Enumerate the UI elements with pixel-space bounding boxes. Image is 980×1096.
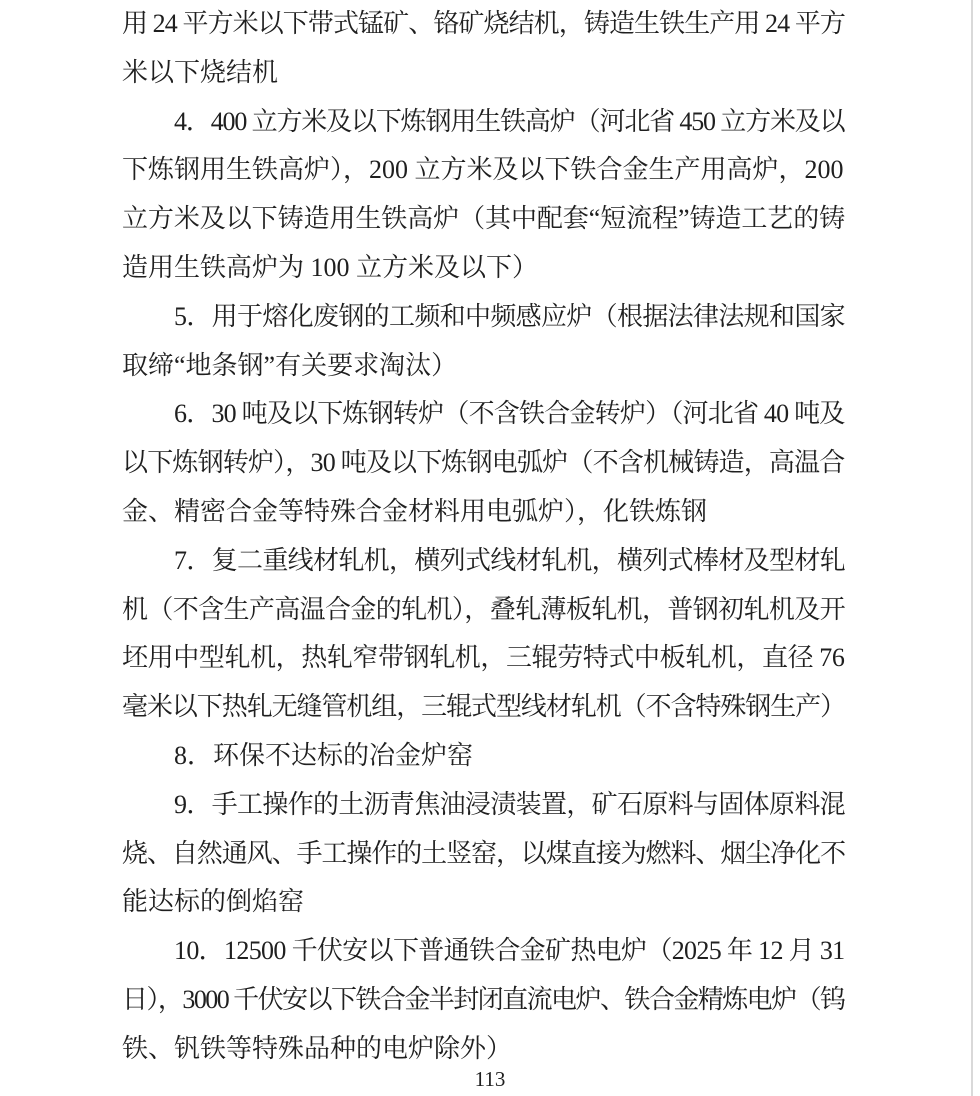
- document-line: 能达标的倒焰窑: [122, 887, 305, 917]
- document-line: 7．复二重线材轧机，横列式线材轧机，横列式棒材及型材轧: [174, 545, 846, 575]
- document-line: 5．用于熔化废钢的工频和中频感应炉（根据法律法规和国家: [174, 301, 846, 331]
- document-line: 取缔“地条钢”有关要求淘汰）: [122, 350, 458, 380]
- document-line: 立方米及以下铸造用生铁高炉（其中配套“短流程”铸造工艺的铸: [122, 204, 846, 234]
- text-block: [122, 0, 845, 1074]
- document-line: 机（不含生产高温合金的轧机），叠轧薄板轧机，普钢初轧机及开: [122, 594, 846, 624]
- document-line: 日），3000 千伏安以下铁合金半封闭直流电炉、铁合金精炼电炉（钨: [122, 984, 845, 1014]
- document-line: 米以下烧结机: [122, 57, 279, 87]
- document-line: 用 24 平方米以下带式锰矿、铬矿烧结机，铸造生铁生产用 24 平方: [122, 9, 846, 38]
- document-line: 10．12500 千伏安以下普通铁合金矿热电炉（2025 年 12 月 31: [174, 936, 845, 966]
- document-line: 毫米以下热轧无缝管机组，三辊式型线材轧机（不含特殊钢生产）: [122, 692, 846, 722]
- document-line: 造用生铁高炉为 100 立方米及以下）: [122, 252, 539, 282]
- document-line: 下炼钢用生铁高炉），200 立方米及以下铁合金生产用高炉，200: [122, 155, 844, 185]
- document-line: 4．400 立方米及以下炼钢用生铁高炉（河北省 450 立方米及以: [174, 106, 845, 136]
- page-number: 113: [474, 1067, 506, 1091]
- document-line: 坯用中型轧机，热轧窄带钢轧机，三辊劳特式中板轧机，直径 76: [122, 643, 845, 673]
- document-line: 金、精密合金等特殊合金材料用电弧炉），化铁炼钢: [122, 496, 708, 526]
- document-line: 铁、钒铁等特殊品种的电炉除外）: [122, 1033, 513, 1063]
- document-line: 6．30 吨及以下炼钢转炉（不含铁合金转炉）（河北省 40 吨及: [174, 399, 845, 429]
- document-line: 烧、自然通风、手工操作的土竖窑，以煤直接为燃料、烟尘净化不: [122, 838, 846, 868]
- page-edge-line: [971, 0, 973, 1096]
- document-line: 8．环保不达标的冶金炉窑: [174, 740, 474, 770]
- document-line: 以下炼钢转炉），30 吨及以下炼钢电弧炉（不含机械铸造，高温合: [122, 448, 845, 478]
- document-line: 9．手工操作的土沥青焦油浸渍装置，矿石原料与固体原料混: [174, 789, 846, 819]
